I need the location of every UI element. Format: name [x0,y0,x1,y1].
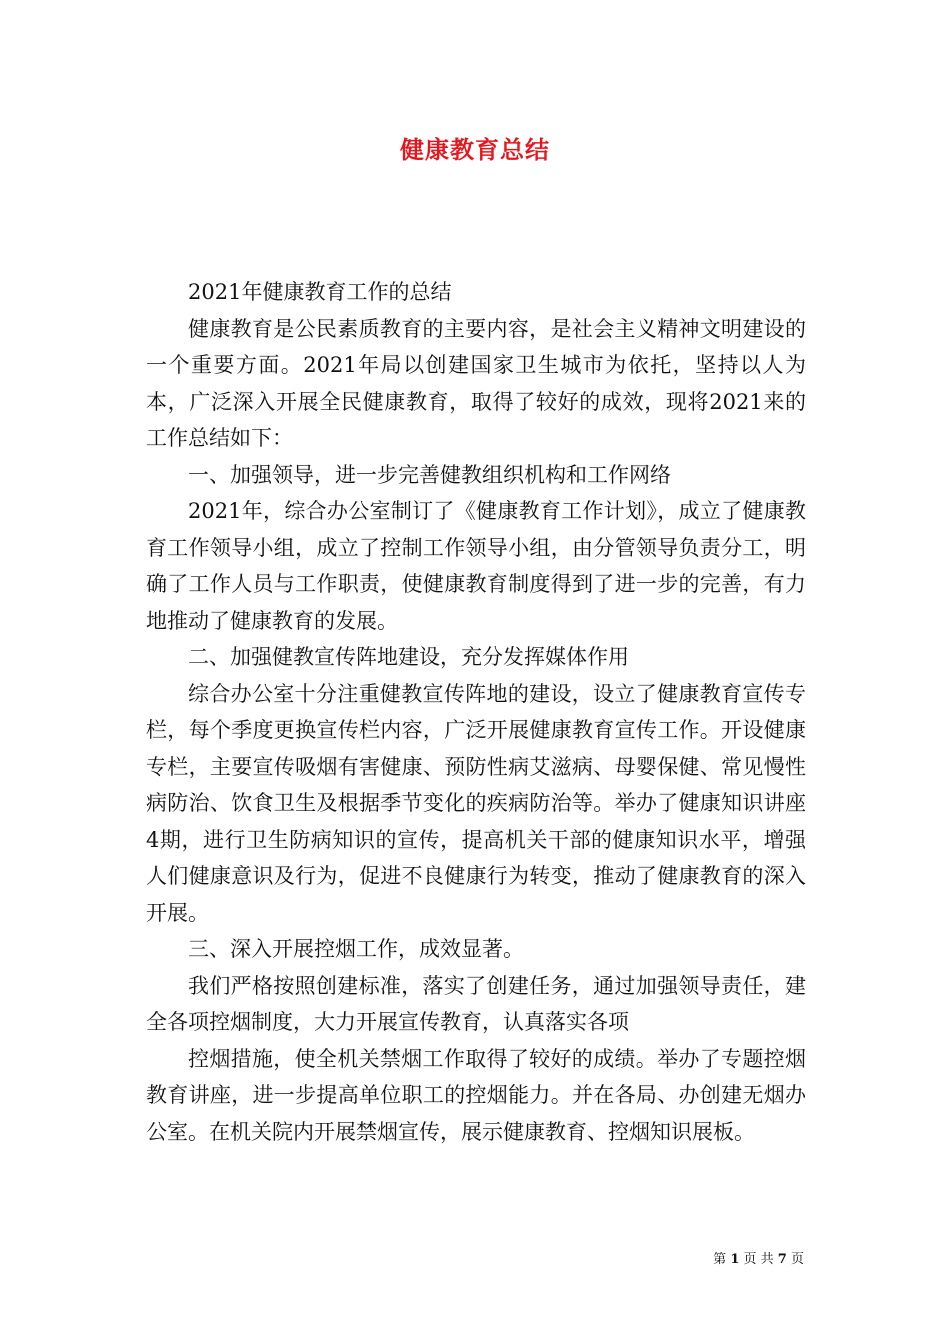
footer-total-pages: 7 [777,1252,787,1267]
paragraph-section-3a: 我们严格按照创建标准，落实了创建任务，通过加强领导责任，建全各项控烟制度，大力开展宣传教育，认真落实各项 [146,973,806,1034]
paragraph-section-2: 综合办公室十分注重健教宣传阵地的建设，设立了健康教育宣传专栏，每个季度更换宣传栏内容，广泛开展健康教育宣传工作。开设健康专栏，主要宣传吸烟有害健康、预防性病艾滋病、母婴保健、常见慢性病防治、饮食卫生及根据季节变化的疾病防治等。举办了健康知识讲座4期，进行卫生防病知识的宣传，提高机关干部的健康知识水平，增强人们健康意识及行为，促进不良健康行为转变，推动了健康教育的深入开展。 [146,681,806,925]
page-footer [713,1248,804,1267]
document-body [146,274,806,1150]
section-heading-1: 一、加强领导，进一步完善健教组织机构和工作网络 [188,462,671,487]
paragraph-subtitle: 2021年健康教育工作的总结 [188,280,452,304]
footer-prefix: 第 [713,1252,727,1267]
paragraph-section-3b: 控烟措施，使全机关禁烟工作取得了较好的成绩。举办了专题控烟教育讲座，进一步提高单位职工的控烟能力。并在各局、办创建无烟办公室。在机关院内开展禁烟宣传，展示健康教育、控烟知识展板。 [146,1046,806,1144]
paragraph-section-1: 2021年，综合办公室制订了《健康教育工作计划》，成立了健康教育工作领导小组，成立了控制工作领导小组，由分管领导负责分工，明确了工作人员与工作职责，使健康教育制度得到了进一步的完善，有力地推动了健康教育的发展。 [146,499,806,633]
page-title: 健康教育总结 [400,135,550,164]
section-heading-3: 三、深入开展控烟工作，成效显著。 [188,937,524,961]
footer-middle: 页 共 [743,1252,774,1267]
footer-current-page: 1 [730,1252,740,1267]
paragraph-intro: 健康教育是公民素质教育的主要内容，是社会主义精神文明建设的一个重要方面。2021年局以创建国家卫生城市为依托，坚持以人为本，广泛深入开展全民健康教育，取得了较好的成效，现将2021来的工作总结如下： [146,316,806,450]
footer-suffix: 页 [790,1252,804,1267]
section-heading-2: 二、加强健教宣传阵地建设，充分发挥媒体作用 [188,645,629,669]
